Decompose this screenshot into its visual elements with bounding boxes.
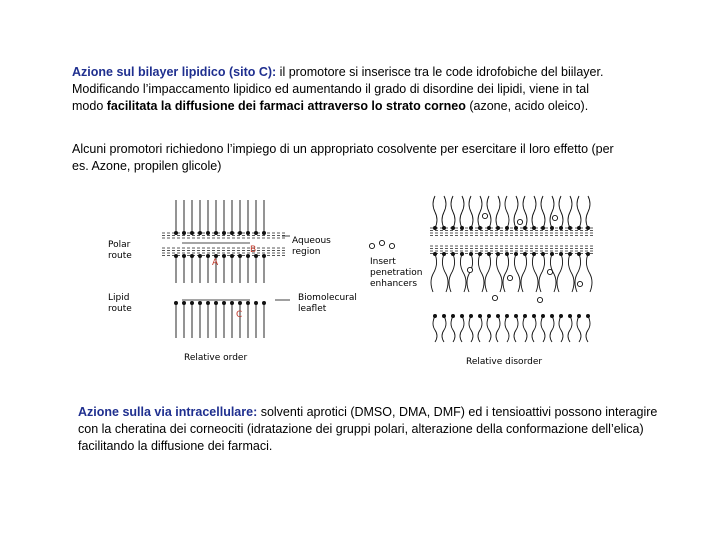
lipid-tail-bottom xyxy=(586,316,590,342)
text-bilayer-b: (azone, acido oleico). xyxy=(465,99,589,113)
lipid-head-mid xyxy=(442,252,446,256)
lipid-head-mid xyxy=(496,252,500,256)
lipid-head-mid xyxy=(541,252,545,256)
lipid-tail-top xyxy=(469,196,473,228)
lipid-head-top xyxy=(487,226,491,230)
enhancer-molecule xyxy=(389,243,394,248)
lipid-tail-bottom xyxy=(568,316,572,342)
lipid-head-top xyxy=(514,226,518,230)
lipid-tail-mid xyxy=(532,254,538,292)
lipid-head-top xyxy=(577,226,581,230)
lipid-tail-mid xyxy=(449,254,455,292)
lipid-tail-bottom xyxy=(487,316,491,342)
label-site-a: A xyxy=(212,258,219,268)
lipid-tail-mid xyxy=(539,254,545,292)
lipid-head-mid xyxy=(206,254,210,258)
lipid-head-mid xyxy=(469,252,473,256)
lipid-tail-bottom xyxy=(505,316,509,342)
paragraph-intracellular xyxy=(78,404,658,455)
lipid-head-mid xyxy=(532,252,536,256)
lipid-head-bottom xyxy=(182,301,186,305)
label-insert-1: Insert xyxy=(370,257,396,267)
lipid-head-bottom xyxy=(541,314,545,318)
lipid-head-bottom xyxy=(230,301,234,305)
lipid-head-mid xyxy=(586,252,590,256)
lipid-head-bottom xyxy=(222,301,226,305)
lipid-tail-top xyxy=(577,196,581,228)
lipid-head-bottom xyxy=(550,314,554,318)
label-lipid-route-2: route xyxy=(108,304,132,314)
lipid-tail-top xyxy=(433,196,437,228)
enhancer-molecule xyxy=(507,275,512,280)
lipid-tail-mid xyxy=(431,254,437,292)
enhancer-molecule xyxy=(577,281,582,286)
lipid-head-top xyxy=(222,231,226,235)
lipid-head-mid xyxy=(568,252,572,256)
lipid-tail-mid xyxy=(568,254,574,292)
enhancer-molecule xyxy=(547,269,552,274)
enhancer-molecule xyxy=(369,243,374,248)
label-insert-3: enhancers xyxy=(370,279,418,289)
heading-bilayer: Azione sul bilayer lipidico (sito C): xyxy=(72,65,277,79)
lipid-head-mid xyxy=(190,254,194,258)
lipid-head-bottom xyxy=(246,301,250,305)
lipid-head-mid xyxy=(478,252,482,256)
lipid-head-mid xyxy=(238,254,242,258)
lipid-head-bottom xyxy=(174,301,178,305)
lipid-head-mid xyxy=(230,254,234,258)
lipid-head-top xyxy=(442,226,446,230)
label-polar-route-1: Polar xyxy=(108,240,131,250)
lipid-head-mid xyxy=(198,254,202,258)
lipid-head-bottom xyxy=(505,314,509,318)
lipid-tail-top xyxy=(478,196,482,228)
lipid-tail-top xyxy=(505,196,509,228)
lipid-tail-mid xyxy=(496,254,502,292)
lipid-tail-mid xyxy=(478,254,484,292)
caption-relative-disorder: Relative disorder xyxy=(466,357,543,366)
lipid-tail-mid xyxy=(521,254,527,292)
lipid-head-top xyxy=(496,226,500,230)
caption-relative-order: Relative order xyxy=(184,353,248,363)
lipid-head-top xyxy=(238,231,242,235)
enhancer-molecule xyxy=(379,240,384,245)
lipid-head-bottom xyxy=(451,314,455,318)
lipid-head-bottom xyxy=(190,301,194,305)
lipid-tail-bottom xyxy=(451,316,455,342)
lipid-head-bottom xyxy=(559,314,563,318)
lipid-tail-mid xyxy=(586,254,592,292)
lipid-head-top xyxy=(550,226,554,230)
lipid-tail-mid xyxy=(442,254,448,292)
lipid-head-mid xyxy=(559,252,563,256)
lipid-head-bottom xyxy=(568,314,572,318)
lipid-head-bottom xyxy=(496,314,500,318)
lipid-tail-mid xyxy=(514,254,520,292)
enhancer-molecule xyxy=(537,297,542,302)
lipid-head-top xyxy=(469,226,473,230)
lipid-head-top xyxy=(182,231,186,235)
lipid-head-bottom xyxy=(487,314,491,318)
lipid-head-top xyxy=(586,226,590,230)
lipid-tail-bottom xyxy=(550,316,554,342)
lipid-head-mid xyxy=(182,254,186,258)
label-leaflet-2: leaflet xyxy=(298,304,327,314)
lipid-tail-mid xyxy=(557,254,563,292)
lipid-head-top xyxy=(460,226,464,230)
lipid-head-mid xyxy=(451,252,455,256)
lipid-head-mid xyxy=(262,254,266,258)
text-bilayer-bold: facilitata la diffusione dei farmaci attraverso lo strato corneo xyxy=(106,99,466,113)
lipid-tail-bottom xyxy=(460,316,464,342)
lipid-head-bottom xyxy=(514,314,518,318)
lipid-head-bottom xyxy=(532,314,536,318)
label-site-c: C xyxy=(236,310,243,320)
lipid-head-top xyxy=(254,231,258,235)
lipid-bilayer-figure xyxy=(100,188,600,366)
lipid-head-mid xyxy=(514,252,518,256)
lipid-head-bottom xyxy=(198,301,202,305)
lipid-head-top xyxy=(532,226,536,230)
lipid-tail-bottom xyxy=(442,316,446,342)
lipid-head-bottom xyxy=(238,301,242,305)
lipid-head-bottom xyxy=(206,301,210,305)
label-leaflet-1: Biomolecural xyxy=(298,293,357,303)
label-aqueous-2: region xyxy=(292,247,321,257)
lipid-head-top xyxy=(214,231,218,235)
lipid-tail-top xyxy=(568,196,572,228)
text-intracellular: solventi aprotici (DMSO, DMA, DMF) ed i tensioattivi possono interagire con la cheratina dei corneociti (idratazione dei gruppi polari, alterazione della conformazione dell’elica) facilitando la diffusione dei farmaci. xyxy=(78,405,658,453)
lipid-tail-bottom xyxy=(514,316,518,342)
text-bilayer-a: il promotore si inserisce tra le code idrofobiche del biilayer. Modificando l’impaccamento lipidico ed aumentando il grado di disordine dei lipidi, viene in tal modo xyxy=(72,65,604,113)
lipid-head-mid xyxy=(460,252,464,256)
lipid-tail-top xyxy=(487,196,491,228)
lipid-tail-bottom xyxy=(532,316,536,342)
lipid-tail-top xyxy=(550,196,554,228)
lipid-head-top xyxy=(246,231,250,235)
lipid-head-mid xyxy=(222,254,226,258)
enhancer-molecule xyxy=(482,213,487,218)
lipid-head-top xyxy=(262,231,266,235)
lipid-head-mid xyxy=(523,252,527,256)
lipid-tail-bottom xyxy=(523,316,527,342)
lipid-head-mid xyxy=(487,252,491,256)
lipid-tail-mid xyxy=(503,254,509,292)
text-cosolvent: Alcuni promotori richiedono l’impiego di un appropriato cosolvente per esercitare il loro effetto (per es. Azone, propilen glicole) xyxy=(72,142,614,173)
lipid-head-top xyxy=(541,226,545,230)
lipid-tail-bottom xyxy=(478,316,482,342)
lipid-tail-top xyxy=(586,196,590,228)
lipid-tail-bottom xyxy=(541,316,545,342)
lipid-head-top xyxy=(206,231,210,235)
lipid-head-top xyxy=(559,226,563,230)
lipid-head-mid xyxy=(577,252,581,256)
lipid-head-bottom xyxy=(262,301,266,305)
lipid-tail-top xyxy=(460,196,464,228)
lipid-tail-bottom xyxy=(559,316,563,342)
lipid-tail-bottom xyxy=(496,316,500,342)
lipid-head-top xyxy=(568,226,572,230)
label-lipid-route-1: Lipid xyxy=(108,293,130,303)
label-site-b: B xyxy=(250,245,257,255)
lipid-head-top xyxy=(198,231,202,235)
lipid-head-bottom xyxy=(460,314,464,318)
lipid-tail-mid xyxy=(485,254,491,292)
lipid-tail-top xyxy=(451,196,455,228)
right-diagram xyxy=(369,196,595,366)
paragraph-bilayer xyxy=(72,64,612,115)
lipid-tail-bottom xyxy=(433,316,437,342)
lipid-tail-top xyxy=(532,196,536,228)
enhancer-molecule xyxy=(492,295,497,300)
lipid-head-mid xyxy=(550,252,554,256)
label-polar-route-2: route xyxy=(108,251,132,261)
lipid-head-top xyxy=(190,231,194,235)
enhancer-molecule xyxy=(517,219,522,224)
lipid-head-mid xyxy=(174,254,178,258)
lipid-tail-mid xyxy=(460,254,466,292)
enhancer-molecule xyxy=(552,215,557,220)
lipid-head-bottom xyxy=(254,301,258,305)
lipid-tail-bottom xyxy=(577,316,581,342)
lipid-head-top xyxy=(523,226,527,230)
lipid-head-bottom xyxy=(577,314,581,318)
label-insert-2: penetration xyxy=(370,268,423,278)
lipid-head-top xyxy=(433,226,437,230)
lipid-tail-top xyxy=(541,196,545,228)
lipid-head-bottom xyxy=(523,314,527,318)
heading-intracellular: Azione sulla via intracellulare: xyxy=(78,405,258,419)
lipid-tail-top xyxy=(442,196,446,228)
lipid-tail-top xyxy=(496,196,500,228)
enhancer-molecule xyxy=(467,267,472,272)
lipid-head-top xyxy=(451,226,455,230)
lipid-head-bottom xyxy=(469,314,473,318)
lipid-tail-bottom xyxy=(469,316,473,342)
lipid-head-top xyxy=(230,231,234,235)
lipid-head-bottom xyxy=(214,301,218,305)
lipid-head-top xyxy=(174,231,178,235)
lipid-head-bottom xyxy=(442,314,446,318)
lipid-head-bottom xyxy=(478,314,482,318)
lipid-tail-top xyxy=(523,196,527,228)
label-aqueous-1: Aqueous xyxy=(292,236,331,246)
lipid-tail-top xyxy=(559,196,563,228)
lipid-head-top xyxy=(505,226,509,230)
lipid-head-mid xyxy=(505,252,509,256)
paragraph-cosolvent xyxy=(72,141,632,175)
lipid-head-bottom xyxy=(586,314,590,318)
lipid-head-mid xyxy=(433,252,437,256)
lipid-head-top xyxy=(478,226,482,230)
lipid-head-bottom xyxy=(433,314,437,318)
left-diagram xyxy=(108,200,357,363)
